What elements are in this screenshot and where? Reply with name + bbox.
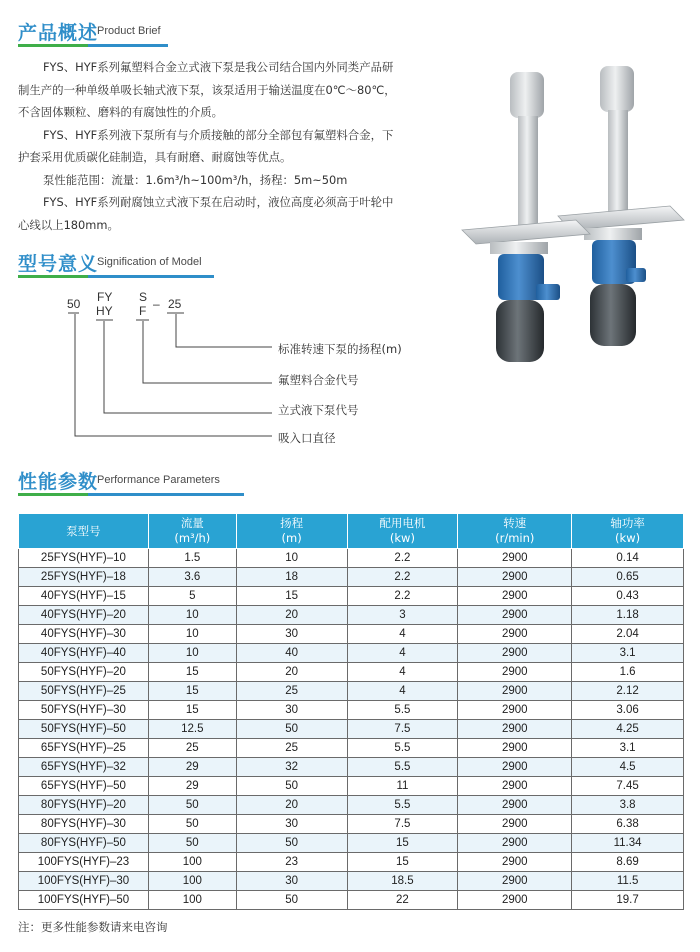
cell-model: 40FYS(HYF)–20 [19,606,149,625]
cell-speed: 2900 [458,568,572,587]
model-desc-head: 标准转速下泵的扬程(m) [278,342,402,356]
cell-flow: 100 [148,853,236,872]
cell-shaft-power: 3.1 [572,644,684,663]
cell-head: 30 [236,625,347,644]
cell-shaft-power: 11.34 [572,834,684,853]
section-underline [18,493,244,496]
cell-flow: 5 [148,587,236,606]
table-row [19,758,684,777]
cell-motor: 4 [347,644,458,663]
cell-motor: 4 [347,663,458,682]
cell-model: 40FYS(HYF)–40 [19,644,149,663]
cell-shaft-power: 2.04 [572,625,684,644]
model-desc-alloy: 氟塑料合金代号 [278,373,359,387]
cell-flow: 25 [148,739,236,758]
section-underline [18,44,168,47]
cell-head: 32 [236,758,347,777]
cell-speed: 2900 [458,701,572,720]
cell-shaft-power: 4.25 [572,720,684,739]
cell-speed: 2900 [458,606,572,625]
brief-line: 护套采用优质碳化硅制造，具有耐磨、耐腐蚀等优点。 [18,150,292,164]
cell-shaft-power: 8.69 [572,853,684,872]
cell-flow: 1.5 [148,549,236,568]
cell-head: 30 [236,815,347,834]
cell-shaft-power: 0.14 [572,549,684,568]
table-row [19,644,684,663]
cell-head: 20 [236,663,347,682]
cell-speed: 2900 [458,815,572,834]
cell-flow: 10 [148,606,236,625]
table-row [19,777,684,796]
cell-head: 15 [236,587,347,606]
cell-flow: 10 [148,625,236,644]
section-underline [18,275,214,278]
brief-line: 泵性能范围：流量：1.6m³/h~100m³/h，扬程：5m~50m [43,172,348,187]
cell-model: 100FYS(HYF)–30 [19,872,149,891]
cell-shaft-power: 19.7 [572,891,684,910]
cell-head: 30 [236,872,347,891]
model-code-type-fy: FY [97,290,113,304]
cell-shaft-power: 2.12 [572,682,684,701]
cell-head: 30 [236,701,347,720]
cell-speed: 2900 [458,644,572,663]
cell-head: 25 [236,739,347,758]
cell-motor: 2.2 [347,568,458,587]
model-code-type-hy: HY [96,304,113,318]
cell-speed: 2900 [458,891,572,910]
cell-model: 40FYS(HYF)–15 [19,587,149,606]
cell-flow: 12.5 [148,720,236,739]
performance-table [18,513,684,910]
table-row [19,682,684,701]
table-row [19,587,684,606]
cell-speed: 2900 [458,872,572,891]
cell-motor: 5.5 [347,758,458,777]
section-subtitle-model: Signification of Model [97,256,202,268]
model-code-alloy-s: S [139,290,148,304]
cell-head: 23 [236,853,347,872]
cell-model: 50FYS(HYF)–50 [19,720,149,739]
cell-speed: 2900 [458,758,572,777]
cell-flow: 15 [148,701,236,720]
cell-head: 50 [236,777,347,796]
table-header-row [19,514,684,549]
cell-motor: 18.5 [347,872,458,891]
cell-motor: 2.2 [347,587,458,606]
cell-speed: 2900 [458,739,572,758]
brief-line: 心线以上180mm。 [18,217,119,232]
cell-flow: 50 [148,796,236,815]
header-speed: 转速 (r/min) [458,514,572,549]
cell-motor: 5.5 [347,701,458,720]
header-model: 泵型号 [19,514,149,549]
cell-head: 40 [236,644,347,663]
cell-speed: 2900 [458,587,572,606]
cell-head: 10 [236,549,347,568]
model-desc-diameter: 吸入口直径 [278,431,336,445]
cell-model: 50FYS(HYF)–25 [19,682,149,701]
model-code-head: 25 [168,297,182,311]
header-motor: 配用电机 (kw) [347,514,458,549]
cell-speed: 2900 [458,777,572,796]
brief-line: FYS、HYF系列氟塑料合金立式液下泵是我公司结合国内外同类产品研 [43,60,394,74]
header-shaft-power: 轴功率 (kw) [572,514,684,549]
cell-head: 50 [236,891,347,910]
cell-shaft-power: 11.5 [572,872,684,891]
cell-speed: 2900 [458,549,572,568]
cell-motor: 22 [347,891,458,910]
table-row [19,549,684,568]
cell-shaft-power: 7.45 [572,777,684,796]
brief-line: FYS、HYF系列耐腐蚀立式液下泵在启动时，液位高度必须高于叶轮中 [43,195,394,209]
cell-motor: 5.5 [347,796,458,815]
cell-shaft-power: 3.1 [572,739,684,758]
cell-speed: 2900 [458,834,572,853]
table-row [19,568,684,587]
cell-flow: 50 [148,834,236,853]
section-title-perf: 性能参数 [18,471,99,493]
cell-speed: 2900 [458,625,572,644]
cell-flow: 100 [148,891,236,910]
model-desc-type: 立式液下泵代号 [278,403,359,417]
cell-speed: 2900 [458,853,572,872]
cell-model: 65FYS(HYF)–25 [19,739,149,758]
cell-flow: 100 [148,872,236,891]
cell-model: 80FYS(HYF)–20 [19,796,149,815]
cell-model: 80FYS(HYF)–30 [19,815,149,834]
table-row [19,701,684,720]
table-row [19,663,684,682]
cell-motor: 4 [347,625,458,644]
cell-flow: 3.6 [148,568,236,587]
section-subtitle-perf: Performance Parameters [97,474,220,486]
model-code-dash: – [153,297,160,311]
section-title-model: 型号意义 [18,253,99,275]
section-title-brief: 产品概述 [18,22,99,44]
table-row [19,872,684,891]
table-row [19,796,684,815]
cell-motor: 2.2 [347,549,458,568]
cell-head: 25 [236,682,347,701]
brief-line: 制生产的一种单级单吸长轴式液下泵，该泵适用于输送温度在0℃～80℃， [18,82,396,97]
cell-motor: 7.5 [347,815,458,834]
header-head: 扬程 (m) [236,514,347,549]
cell-flow: 10 [148,644,236,663]
cell-speed: 2900 [458,796,572,815]
cell-head: 20 [236,796,347,815]
cell-flow: 50 [148,815,236,834]
cell-model: 25FYS(HYF)–10 [19,549,149,568]
cell-model: 40FYS(HYF)–30 [19,625,149,644]
cell-model: 50FYS(HYF)–20 [19,663,149,682]
header-flow: 流量 (m³/h) [148,514,236,549]
cell-model: 100FYS(HYF)–23 [19,853,149,872]
section-subtitle-brief: Product Brief [97,25,161,37]
table-row [19,625,684,644]
cell-flow: 15 [148,663,236,682]
cell-shaft-power: 3.06 [572,701,684,720]
model-code-diameter: 50 [67,297,81,311]
table-row [19,834,684,853]
table-row [19,853,684,872]
cell-head: 50 [236,834,347,853]
cell-shaft-power: 1.6 [572,663,684,682]
product-brief-text [18,56,448,236]
cell-head: 50 [236,720,347,739]
cell-motor: 15 [347,834,458,853]
cell-motor: 11 [347,777,458,796]
cell-speed: 2900 [458,663,572,682]
cell-shaft-power: 0.65 [572,568,684,587]
table-row [19,891,684,910]
cell-flow: 29 [148,777,236,796]
cell-shaft-power: 4.5 [572,758,684,777]
cell-model: 50FYS(HYF)–30 [19,701,149,720]
table-row [19,606,684,625]
cell-head: 18 [236,568,347,587]
cell-speed: 2900 [458,682,572,701]
model-diagram [0,280,460,460]
cell-head: 20 [236,606,347,625]
cell-shaft-power: 0.43 [572,587,684,606]
cell-speed: 2900 [458,720,572,739]
cell-model: 65FYS(HYF)–32 [19,758,149,777]
brief-line: 不含固体颗粒、磨料的有腐蚀性的介质。 [18,105,224,119]
cell-model: 65FYS(HYF)–50 [19,777,149,796]
model-code-alloy-f: F [139,304,147,318]
table-row [19,815,684,834]
cell-model: 25FYS(HYF)–18 [19,568,149,587]
cell-motor: 5.5 [347,739,458,758]
cell-shaft-power: 6.38 [572,815,684,834]
cell-motor: 7.5 [347,720,458,739]
cell-motor: 3 [347,606,458,625]
cell-model: 80FYS(HYF)–50 [19,834,149,853]
product-photo [458,58,690,368]
cell-shaft-power: 1.18 [572,606,684,625]
cell-flow: 15 [148,682,236,701]
cell-model: 100FYS(HYF)–50 [19,891,149,910]
cell-motor: 15 [347,853,458,872]
table-row [19,739,684,758]
footer-note: 注：更多性能参数请来电咨询 [18,920,168,934]
cell-flow: 29 [148,758,236,777]
cell-shaft-power: 3.8 [572,796,684,815]
cell-motor: 4 [347,682,458,701]
table-row [19,720,684,739]
brief-line: FYS、HYF系列液下泵所有与介质接触的部分全部包有氟塑料合金，下 [43,127,394,142]
